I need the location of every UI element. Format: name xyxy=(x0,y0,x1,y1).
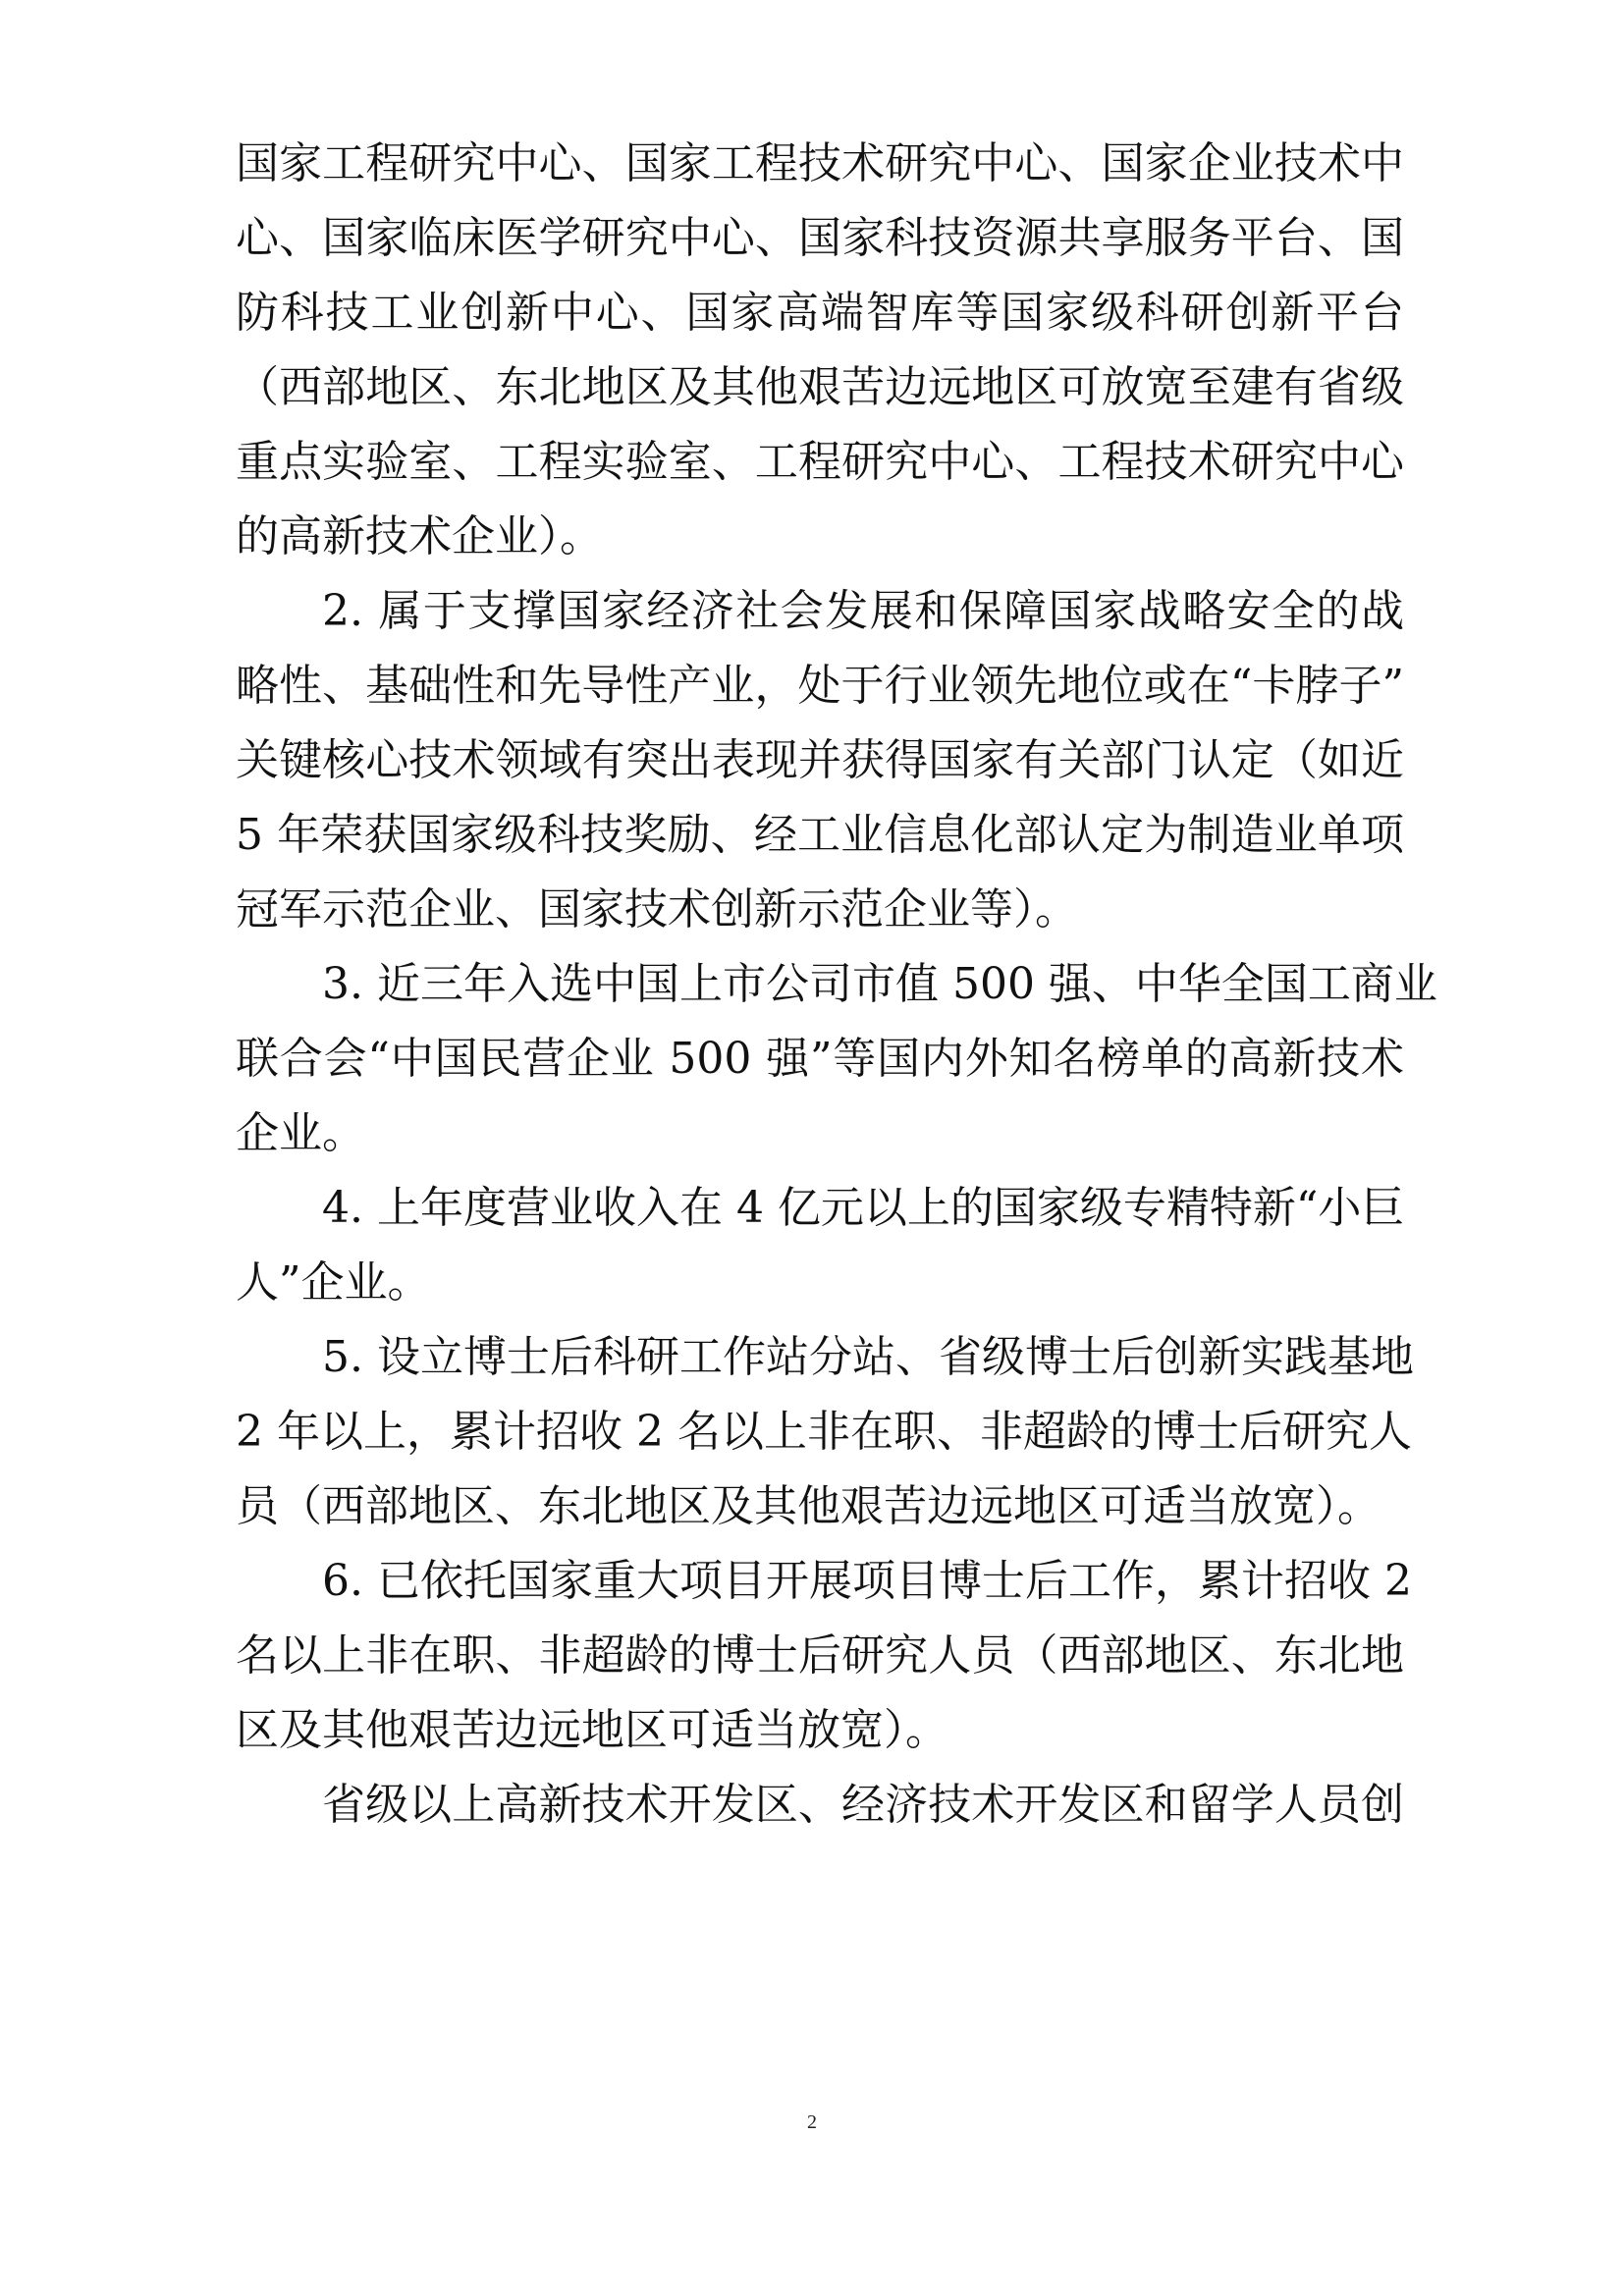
text-line-1: 国家工程研究中心、国家工程技术研究中心、国家企业技术中 xyxy=(236,138,1404,188)
text-line-21: 名以上非在职、非超龄的博士后研究人员（西部地区、东北地 xyxy=(236,1630,1404,1681)
text-line-14: 企业。 xyxy=(236,1108,365,1158)
text-line-16: 人”企业。 xyxy=(236,1257,431,1308)
text-line-9: 关键核心技术领域有突出表现并获得国家有关部门认定（如近 xyxy=(236,735,1404,785)
text-line-15: 4. 上年度营业收入在 4 亿元以上的国家级专精特新“小巨 xyxy=(322,1183,1405,1233)
text-line-6: 的高新技术企业）。 xyxy=(236,511,603,561)
page-number: 2 xyxy=(807,2111,817,2133)
text-line-4: （西部地区、东北地区及其他艰苦边远地区可放宽至建有省级 xyxy=(236,362,1404,412)
text-line-3: 防科技工业创新中心、国家高端智库等国家级科研创新平台 xyxy=(236,288,1404,338)
text-line-10: 5 年荣获国家级科技奖励、经工业信息化部认定为制造业单项 xyxy=(236,810,1404,860)
text-line-23: 省级以上高新技术开发区、经济技术开发区和留学人员创 xyxy=(322,1780,1404,1830)
text-line-7: 2. 属于支撑国家经济社会发展和保障国家战略安全的战 xyxy=(322,586,1404,636)
text-line-12: 3. 近三年入选中国上市公司市值 500 强、中华全国工商业 xyxy=(322,959,1437,1009)
text-line-2: 心、国家临床医学研究中心、国家科技资源共享服务平台、国 xyxy=(236,213,1404,263)
text-line-11: 冠军示范企业、国家技术创新示范企业等）。 xyxy=(236,884,1078,934)
text-line-20: 6. 已依托国家重大项目开展项目博士后工作，累计招收 2 xyxy=(322,1556,1412,1606)
text-line-17: 5. 设立博士后科研工作站分站、省级博士后创新实践基地 xyxy=(322,1332,1414,1382)
text-line-13: 联合会“中国民营企业 500 强”等国内外知名榜单的高新技术 xyxy=(236,1034,1404,1084)
text-line-19: 员（西部地区、东北地区及其他艰苦边远地区可适当放宽）。 xyxy=(236,1481,1380,1531)
text-line-18: 2 年以上，累计招收 2 名以上非在职、非超龄的博士后研究人 xyxy=(236,1407,1412,1457)
text-line-22: 区及其他艰苦边远地区可适当放宽）。 xyxy=(236,1705,948,1755)
text-line-5: 重点实验室、工程实验室、工程研究中心、工程技术研究中心 xyxy=(236,437,1404,487)
text-line-8: 略性、基础性和先导性产业，处于行业领先地位或在“卡脖子” xyxy=(236,661,1404,711)
